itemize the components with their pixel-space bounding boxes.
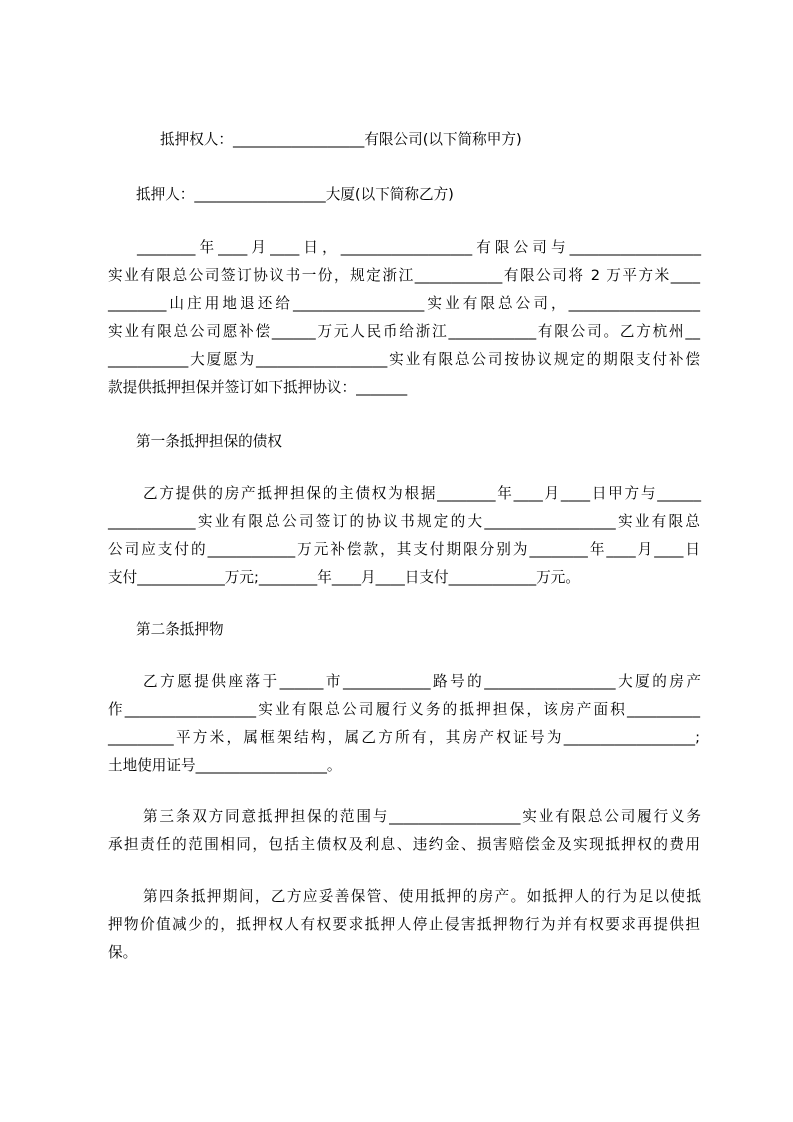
article1-line-1: 乙方提供的房产抵押担保的主债权为根据________年____月____日甲方与______ [143, 485, 701, 502]
preamble-line-6: 款提供抵押担保并签订如下抵押协议：_______ [108, 379, 408, 396]
article4-line-2: 押物价值减少的，抵押权人有权要求抵押人停止侵害抵押物行为并有权要求再提供担 [108, 916, 700, 933]
article4-line-3: 保。 [108, 944, 138, 961]
preamble-line-5: ___________大厦愿为__________________实业有限总公司按协议规定的期限支付补偿 [108, 351, 700, 368]
article3-line-2: 承担责任的范围相同，包括主债权及利息、违约金、损害赔偿金及实现抵押权的费用 [108, 836, 700, 853]
article2-line-3: _________平方米，属框架结构，属乙方所有，其房产权证号为__________________; [108, 729, 700, 746]
article2-line-1: 乙方愿提供座落于______市____________路号的__________________大厦的房产 [143, 673, 701, 690]
preamble-line-2: 实业有限总公司签订协议书一份，规定浙江____________有限公司将 2 万平方米____ [108, 267, 700, 284]
article1-line-4: 支付____________万元;________年____月____日支付____________万元。 [108, 569, 580, 586]
article1-line-2: ____________实业有限总公司签订的协议书规定的大__________________实业有限总 [108, 513, 700, 530]
preamble-line-1: ________年____月____日，__________________有限公司与__________________ [137, 239, 701, 256]
article3-line-1: 第三条双方同意抵押担保的范围与__________________实业有限总公司履行义务 [143, 808, 701, 825]
preamble-line-3: ________山庄用地退还给__________________实业有限总公司，__________________ [108, 295, 700, 312]
article2-line-2: 作__________________实业有限总公司履行义务的抵押担保，该房产面积__________ [108, 701, 700, 718]
article2-title: 第二条抵押物 [136, 621, 224, 638]
preamble-line-4: 实业有限总公司愿补偿______万元人民币给浙江____________有限公司。乙方杭州__ [108, 323, 700, 340]
article1-title: 第一条抵押担保的债权 [136, 433, 282, 450]
article1-line-3: 公司应支付的____________万元补偿款，其支付期限分别为________年____月____日 [108, 541, 700, 558]
mortgagor-line: 抵押人：__________________大厦(以下简称乙方) [136, 186, 454, 203]
article4-line-1: 第四条抵押期间，乙方应妥善保管、使用抵押的房产。如抵押人的行为足以使抵 [143, 888, 701, 905]
article2-line-4: 土地使用证号__________________。 [108, 757, 342, 774]
mortgagee-line: 抵押权人：__________________有限公司(以下简称甲方) [160, 131, 522, 148]
